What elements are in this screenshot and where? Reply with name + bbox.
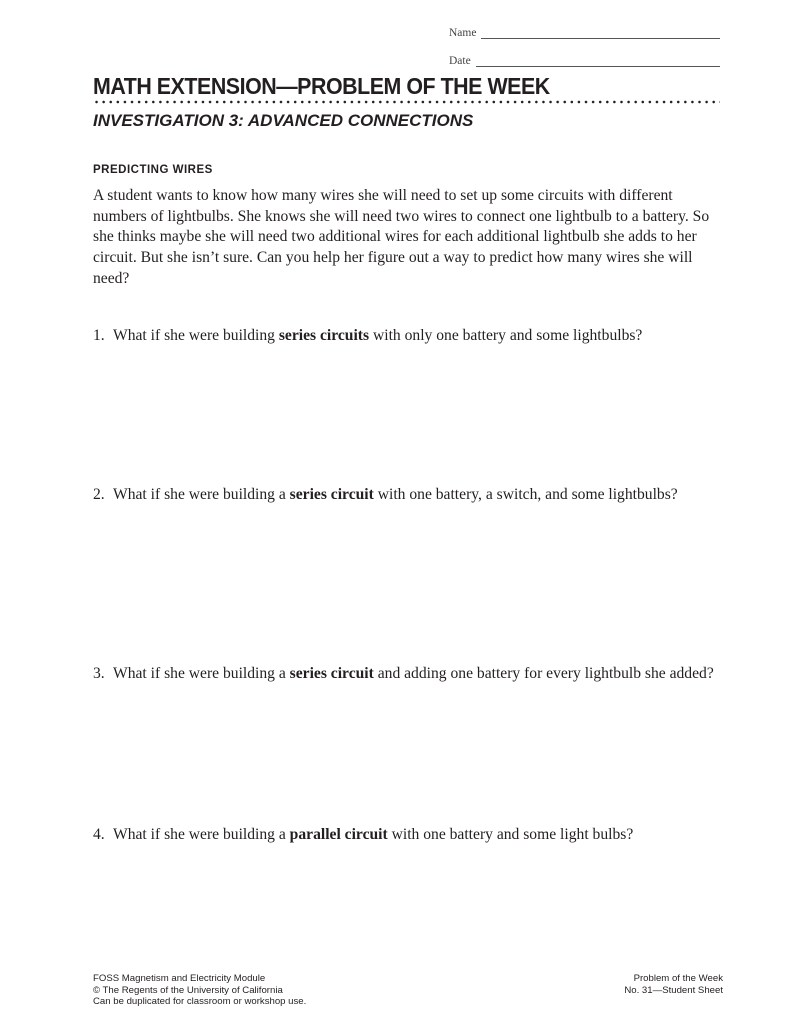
intro-paragraph: A student wants to know how many wires she will need to set up some circuits with different numbers of lightbulbs. She knows she will need two wires to connect one lightbulb to a battery. So she thinks maybe she will need two additional wires for each additional lightbulb she adds to her circuit. But she isn’t sure. Can you help her figure out a way to predict how many wires she will need? <box>93 187 710 287</box>
question-text: What if she were building series circuits with only one battery and some lightbulbs? <box>113 327 643 344</box>
footer-line: Problem of the Week <box>633 973 723 984</box>
footer-line: FOSS Magnetism and Electricity Module <box>93 973 266 984</box>
footer-line: Can be duplicated for classroom or workshop use. <box>93 996 307 1008</box>
date-label: Date <box>449 55 471 67</box>
footer-line: © The Regents of the University of California <box>93 984 283 996</box>
question-number: 1. <box>93 327 105 344</box>
question-4 <box>93 824 725 845</box>
date-line[interactable] <box>476 56 720 67</box>
question-emphasis: series circuit <box>289 665 374 682</box>
question-text: What if she were building a series circuit with one battery, a switch, and some lightbulbs? <box>113 486 678 503</box>
section-heading: PREDICTING WIRES <box>93 164 213 176</box>
question-emphasis: parallel circuit <box>289 826 388 843</box>
question-number: 4. <box>93 826 105 843</box>
date-field[interactable] <box>449 55 720 67</box>
question-emphasis: series circuits <box>278 327 370 344</box>
question-3 <box>93 663 725 684</box>
footer-sheet-info <box>624 973 723 996</box>
question-text: What if she were building a parallel circuit with one battery and some light bulbs? <box>113 826 634 843</box>
page-subtitle: INVESTIGATION 3: ADVANCED CONNECTIONS <box>93 111 474 130</box>
footer-credits <box>93 973 306 1008</box>
name-line[interactable] <box>481 28 720 39</box>
question-2 <box>93 484 725 505</box>
question-text: What if she were building a series circuit and adding one battery for every lightbulb she added? <box>113 665 714 682</box>
name-field[interactable] <box>449 27 720 39</box>
question-number: 3. <box>93 665 105 682</box>
dotted-divider <box>93 99 720 105</box>
name-label: Name <box>449 27 477 39</box>
question-emphasis: series circuit <box>289 486 374 503</box>
question-number: 2. <box>93 486 105 503</box>
page-title: MATH EXTENSION—PROBLEM OF THE WEEK <box>93 73 550 99</box>
footer-line: No. 31—Student Sheet <box>624 984 723 996</box>
question-1 <box>93 325 725 346</box>
